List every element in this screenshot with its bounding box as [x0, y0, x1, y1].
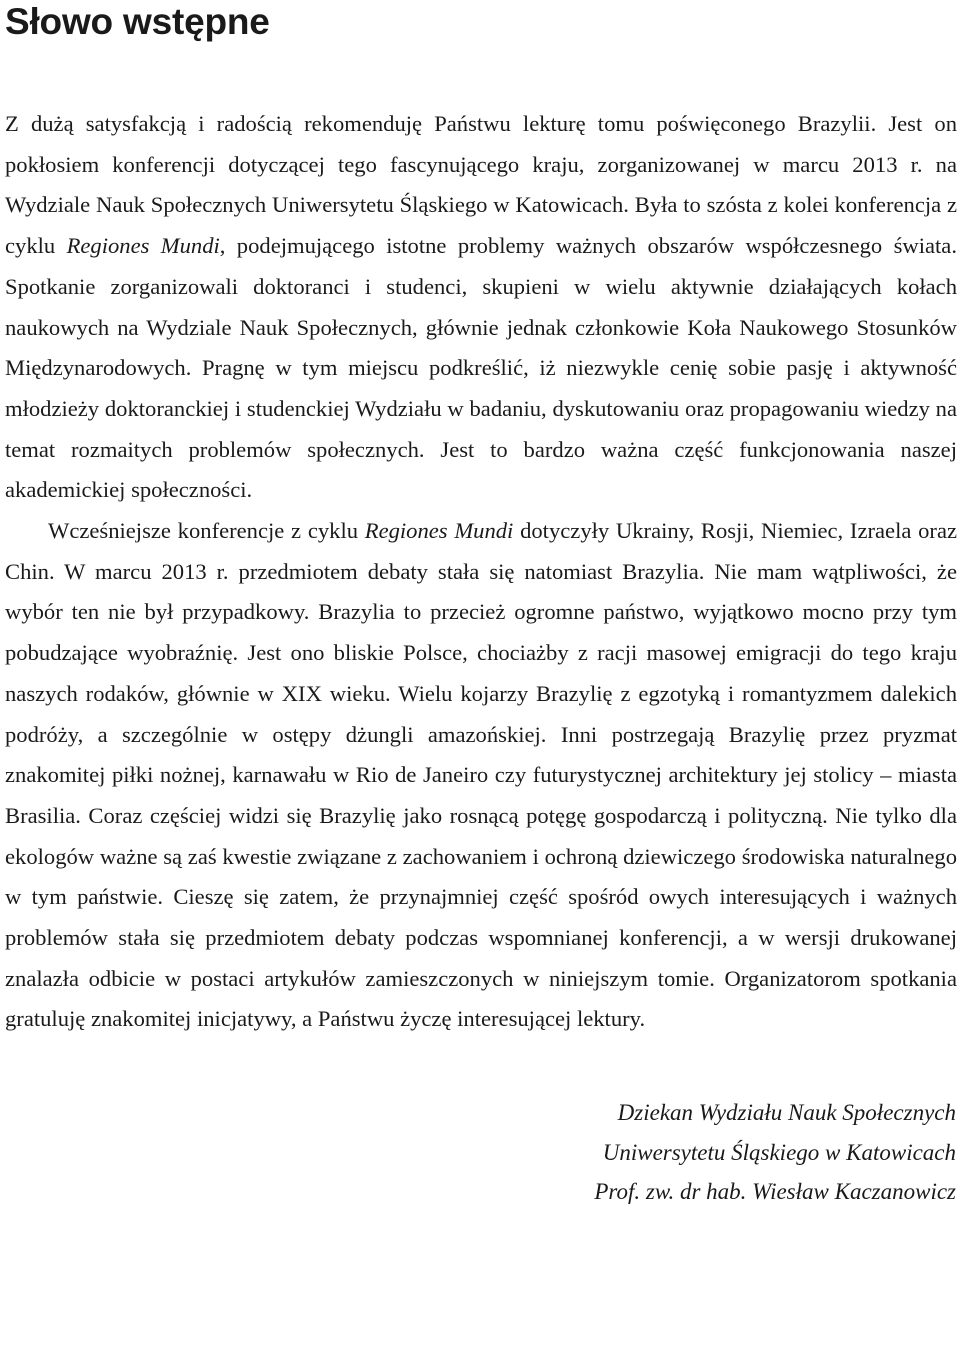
paragraph-1-text-b: , podejmującego istotne problemy ważnych obszarów współczesnego świata. Spotkanie zorganizowali doktoranci i studenci, skupieni w wielu aktywnie działających kołach naukowych na Wydziale Nauk Społecznych, głównie jednak członkowie Koła Naukowego Stosunków Międzynarodowych. Pragnę w tym miejscu podkreślić, iż niezwykle cenię sobie pasję i aktywność młodzieży doktoranckiej i studenckiej Wydziału w badaniu, dyskutowaniu oraz propagowaniu wiedzy na temat rozmaitych problemów społecznych. Jest to bardzo ważna część funkcjonowania naszej akademickiej społeczności.: [5, 233, 957, 503]
paragraph-1-italic-series: Regiones Mundi: [66, 233, 220, 259]
paragraph-2: [5, 511, 957, 1040]
paragraph-2-italic-series: Regiones Mundi: [364, 518, 514, 544]
paragraph-2-text-a: Wcześniejsze konferencje z cyklu: [48, 518, 365, 544]
paragraph-1-text-a: Z dużą satysfakcją i radością rekomenduję Państwu lekturę tomu poświęconego Brazylii. Jest on pokłosiem konferencji dotyczącej tego fascynującego kraju, zorganizowanej w marcu 2013 r. na Wydziale Nauk Społecznych Uniwersytetu Śląskiego w Katowicach. Była to szósta z kolei konferencja z cyklu: [5, 111, 957, 259]
document-page: [5, 0, 957, 1212]
paragraph-2-text-b: dotyczyły Ukrainy, Rosji, Niemiec, Izraela oraz Chin. W marcu 2013 r. przedmiotem debaty stała się natomiast Brazylia. Nie mam wątpliwości, że wybór ten nie był przypadkowy. Brazylia to przecież ogromne państwo, wyjątkowo mocno przy tym pobudzające wyobraźnię. Jest ono bliskie Polsce, chociażby z racji masowej emigracji do tego kraju naszych rodaków, głównie w XIX wieku. Wielu kojarzy Brazylię z egzotyką i romantyzmem dalekich podróży, a szczególnie w ostępy dżungli amazońskiej. Inni postrzegają Brazylię przez pryzmat znakomitej piłki nożnej, karnawału w Rio de Janeiro czy futurystycznej architektury jej stolicy – miasta Brasilia. Coraz częściej widzi się Brazylię jako rosnącą potęgę gospodarczą i polityczną. Nie tylko dla ekologów ważne są zaś kwestie związane z zachowaniem i ochroną dziewiczego środowiska naturalnego w tym państwie. Cieszę się zatem, że przynajmniej część spośród owych interesujących i ważnych problemów stała się przedmiotem debaty podczas wspomnianej konferencji, a w wersji drukowanej znalazła odbicie w postaci artykułów zamieszczonych w niniejszym tomie. Organizatorom spotkania gratuluję znakomitej inicjatywy, a Państwu życzę interesującej lektury.: [5, 518, 957, 1032]
signature-block: [5, 1093, 957, 1212]
document-body: [5, 104, 957, 1040]
page-title: Słowo wstępne: [5, 1, 270, 42]
signature-line-position: Dziekan Wydziału Nauk Społecznych: [617, 1100, 956, 1126]
paragraph-1: [5, 104, 957, 511]
signature-line-university: Uniwersytetu Śląskiego w Katowicach: [602, 1139, 956, 1165]
signature-line-name: Prof. zw. dr hab. Wiesław Kaczanowicz: [594, 1179, 956, 1205]
